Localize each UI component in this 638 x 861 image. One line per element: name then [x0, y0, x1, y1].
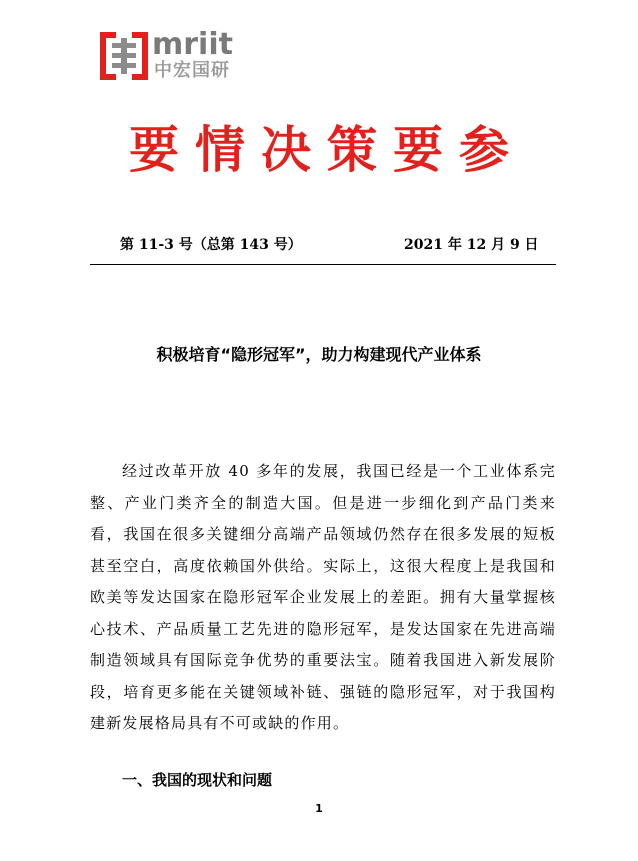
mriit-logo-icon	[100, 30, 148, 82]
logo-chinese-name: 中宏国研	[154, 60, 230, 81]
article-title: 积极培育“隐形冠军”，助力构建现代产业体系	[156, 345, 482, 364]
section-heading: 一、我国的现状和问题	[122, 771, 273, 789]
mriit-logo	[100, 27, 240, 86]
publication-masthead: 要情决策要参	[129, 121, 525, 179]
header-divider	[90, 264, 556, 265]
logo-english-name: mriit	[152, 27, 233, 62]
mriit-logo-wordmark	[152, 27, 240, 84]
issue-date: 2021 年 12 月 9 日	[404, 237, 539, 253]
page-number: 1	[315, 802, 323, 815]
issue-number: 第 11-3 号（总第 143 号）	[120, 237, 302, 253]
issue-info	[90, 234, 556, 256]
body-paragraph: 经过改革开放 40 多年的发展，我国已经是一个工业体系完整、产业门类齐全的制造大国。但是进一步细化到产品门类来看，我国在很多关键细分高端产品领域仍然存在很多发展的短板甚至空白，高度依赖国外供给。实际上，这很大程度上是我国和欧美等发达国家在隐形冠军企业发展上的差距。拥有大量掌握核心技术、产品质量工艺先进的隐形冠军，是发达国家在先进高端制造领域具有国际竞争优势的重要法宝。随着我国进入新发展阶段，培育更多能在关键领域补链、强链的隐形冠军，对于我国构建新发展格局具有不可或缺的作用。	[90, 462, 556, 732]
